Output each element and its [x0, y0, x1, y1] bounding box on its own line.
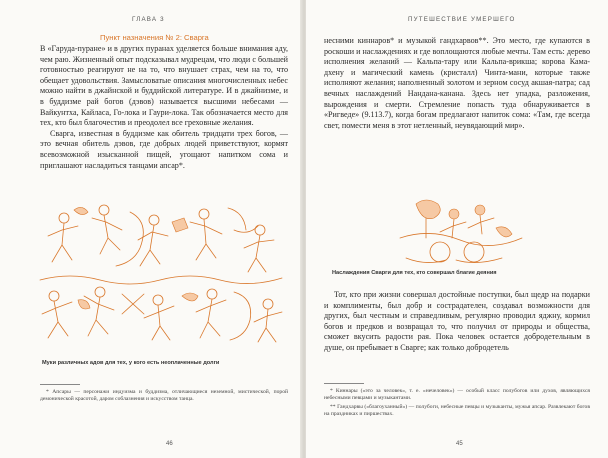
- footnote-rule: [40, 384, 80, 385]
- torment-figure-group-1: [48, 205, 274, 272]
- paragraph: В «Гаруда-пуране» и в других пуранах уделяется больше внимания аду, чем раю. Жизненный опыт подсказывал мудрецам, что люди с большей готовностью реагируют не на то, что внушает страх, чем на то, что обещает удовольствия. Замысловатые описания многочисленных небес можно найти в джайнской и буддийской литературе. И в джайнизме, и в буддизме рай богов (дэвов) называется высшими небесами — Вайкунтха, Кайласа, Го-лока и Гаури-лока. Так обозначается место для тех, кто был благочестив и преодолел все греховные желания.: [40, 44, 288, 128]
- right-page: [306, 0, 608, 458]
- footnote-text: ** Гандхарвы («благоуханный») — полубоги, небесные певцы и музыканты, мужья апсар. Развлекают богов на праздниках и пиршествах.: [324, 403, 590, 417]
- running-head-right: ПУТЕШЕСТВИЕ УМЕРШЕГО: [408, 16, 516, 23]
- paragraph: Сварга, известная в буддизме как обитель тридцати трех богов, — это вечная обитель дэвов, где добрых людей приветствуют, кормят всевозможной изысканной пищей, угощают напитком сома и приглашают насладиться танцами апсар*.: [40, 128, 288, 170]
- left-illustration-caption: Муки различных адов для тех, у кого есть неоплаченные долги: [42, 360, 220, 366]
- footnote-text: * Киннары («это за человек», т. е. «нечеловек») — особый класс полубогов или духов, являющихся небесными певцами и музыкантами.: [324, 388, 590, 402]
- left-page: [0, 0, 302, 458]
- right-body-text-bottom: [324, 290, 590, 354]
- footnote-text: * Апсары — персонажи индуизма и буддизма, отличающиеся неземной, мистической, порой демонической красотой, даром соблазнения и искусством танца.: [40, 389, 288, 403]
- right-illustration-caption: Наслаждения Сварги для тех, кто совершал благие деяния: [332, 270, 497, 276]
- running-head-left: ГЛАВА 3: [132, 16, 165, 23]
- svarga-pleasures-illustration: [396, 198, 526, 268]
- hell-torments-illustration: [34, 200, 289, 350]
- section-subhead: Пункт назначения № 2: Сварга: [100, 33, 209, 42]
- left-footnote: [40, 389, 288, 405]
- page-number-right: 45: [456, 441, 463, 447]
- footnote-rule: [324, 383, 364, 384]
- paragraph: несними киннаров* и музыкой гандхарвов**. Это место, где купаются в роскоши и наслаждениях и где воплощаются любые мечты. Там есть: дерево исполнения желаний — Кальпа-тару или Кальпа-врикша; корова Кама-дхену и магический камень (кристалл) Чинта-мани, которые также исполняют желания; наполненный золотом и зерном сосуд акшая-патра; сад вечных наслаждений Нандана-канана. Здесь нет упадка, разложения, вырождения и смерти. Стремление попасть туда обнаруживается в «Ригведе» (9.113.7), когда богам предлагают напиток сома: «Там, где всегда свет, помести меня в этот нетленный, неувядающий мир».: [324, 36, 590, 130]
- right-body-text-top: [324, 36, 590, 131]
- right-footnotes: [324, 388, 590, 419]
- torment-figure-group-2: [40, 276, 282, 342]
- paragraph: Тот, кто при жизни совершал достойные поступки, был щедр на подарки и комплименты, был добр и сострадателен, создавал возможности для других, был честным и справедливым, регулярно проводил яджну, кормил богов и предков и возвращал то, что получил от природы и общества, сможет вкусить радости рая. Пока человек остается добродетельным в душе, он пребывает в Сварге; как только добродетель: [324, 290, 590, 352]
- page-number-left: 46: [166, 441, 173, 447]
- left-body-text: [40, 44, 288, 171]
